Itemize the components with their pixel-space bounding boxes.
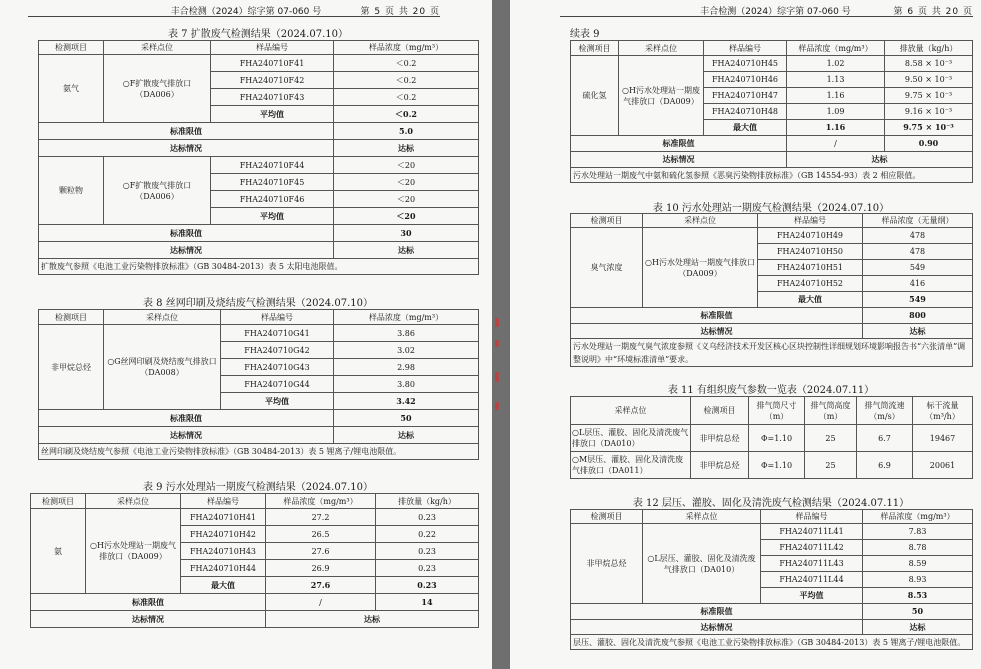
table8-note: 丝网印刷及烧结废气参照《电池工业污染物排放标准》（GB 30484-2013）表 5 锂离子/锂电池限值。 (39, 444, 479, 460)
sample-rate: 9.16 × 10⁻³ (885, 104, 973, 120)
sample-id: FHA240710G44 (221, 376, 334, 393)
sample-value: 1.09 (787, 104, 885, 120)
col-header: 检测项目 (31, 494, 86, 509)
sample-rate: 0.22 (376, 526, 479, 543)
table12-note: 层压、灌胶、固化及清洗废气参照《电池工业污染物排放标准》（GB 30484-2013）表 5 锂离子/锂电池限值。 (571, 635, 973, 650)
status-value: 达标 (787, 152, 973, 168)
sample-id: FHA240710H45 (704, 56, 787, 72)
avg-value: ＜20 (334, 208, 479, 225)
table10-note: 污水处理站一期废气臭气浓度参照《义乌经济技术开发区核心区块控制性详细规划环境影响报告书“六张清单”调整说明》中“环境标准清单”要求。 (571, 339, 973, 367)
table7-caption: 表 7 扩散废气检测结果（2024.07.10） (168, 29, 348, 40)
point-cell: ○L层压、灌胶、固化及清洗废气排放口（DA010） (643, 524, 761, 604)
stack-height: 25 (805, 425, 857, 452)
point-cell: ○H污水处理站一期废气排放口（DA009） (643, 228, 758, 308)
sample-value: 3.02 (334, 342, 479, 359)
status-label: 达标情况 (39, 242, 334, 259)
report-page-6 (510, 0, 981, 669)
sample-value: ＜20 (334, 174, 479, 191)
status-label: 达标情况 (571, 620, 863, 635)
sample-id: FHA240710G43 (221, 359, 334, 376)
col-header: 采样点位 (619, 41, 704, 56)
max-label: 最大值 (181, 577, 266, 594)
sample-id: FHA240711L43 (761, 556, 863, 572)
table12 (570, 509, 973, 650)
item-cell: 颗粒物 (39, 157, 104, 225)
ink-mark (495, 372, 499, 382)
stack-size: Φ=1.10 (749, 452, 805, 479)
sample-id: FHA240710H44 (181, 560, 266, 577)
status-label: 达标情况 (571, 152, 787, 168)
item-cell: 非甲烷总烃 (691, 425, 749, 452)
sample-value: 27.2 (266, 509, 376, 526)
col-header: 采样点位 (643, 214, 758, 228)
ink-mark (495, 402, 499, 410)
avg-value: 3.42 (334, 393, 479, 410)
table11 (570, 396, 973, 479)
col-header: 样品编号 (704, 41, 787, 56)
max-conc: 1.16 (787, 120, 885, 136)
limit-value: 30 (334, 225, 479, 242)
table9b-note: 污水处理站一期废气中氨和硫化氢参照《恶臭污染物排放标准》（GB 14554-93）表 2 相应限值。 (571, 168, 973, 183)
col-header: 排气筒高度（m） (805, 397, 857, 425)
sample-value: 1.16 (787, 88, 885, 104)
doc-number: 丰合检测（2024）综字第 07-060 号 (170, 7, 322, 17)
max-rate: 0.23 (376, 577, 479, 594)
col-header: 排气筒尺寸（m） (749, 397, 805, 425)
sample-value: ＜0.2 (334, 55, 479, 72)
status-label: 达标情况 (39, 427, 334, 444)
sample-value: 26.5 (266, 526, 376, 543)
col-header: 采样点位 (86, 494, 181, 509)
table9b (570, 40, 973, 183)
col-header: 检测项目 (571, 214, 643, 228)
col-header: 样品浓度（无量纲） (863, 214, 973, 228)
doc-number: 丰合检测（2024）综字第 07-060 号 (700, 7, 851, 17)
table7-note: 扩散废气参照《电池工业污染物排放标准》（GB 30484-2013）表 5 太阳电池限值。 (39, 259, 479, 275)
col-header: 检测项目 (39, 310, 104, 325)
limit-label: 标准限值 (31, 594, 266, 611)
item-cell: 氨 (31, 509, 86, 594)
col-header: 排放量（kg/h） (885, 41, 973, 56)
status-label: 达标情况 (571, 324, 863, 339)
sample-value: ＜20 (334, 157, 479, 174)
point-cell: ○G丝网印刷及烧结废气排放口（DA008） (104, 325, 221, 410)
sample-value: 1.02 (787, 56, 885, 72)
sample-id: FHA240710H49 (758, 228, 863, 244)
status-value: 达标 (334, 242, 479, 259)
sample-id: FHA240710F42 (211, 72, 334, 89)
ink-mark (495, 318, 499, 327)
sample-value: 7.83 (863, 524, 973, 540)
col-header: 标干流量（m³/h） (913, 397, 973, 425)
limit-label: 标准限值 (39, 123, 334, 140)
col-header: 排气筒流速（m/s） (857, 397, 913, 425)
col-header: 检测项目 (571, 510, 643, 524)
status-value: 达标 (334, 140, 479, 157)
item-cell: 硫化氢 (571, 56, 619, 136)
sample-id: FHA240710H47 (704, 88, 787, 104)
status-value: 达标 (863, 324, 973, 339)
point-cell: ○F扩散废气排放口（DA006） (104, 157, 211, 225)
sample-id: FHA240710H52 (758, 276, 863, 292)
col-header: 样品浓度（mg/m³） (334, 41, 479, 55)
col-header: 样品浓度（mg/m³） (334, 310, 479, 325)
sample-value: 478 (863, 244, 973, 260)
limit-value: 50 (863, 604, 973, 620)
table7 (38, 40, 479, 275)
item-cell: 非甲烷总烃 (39, 325, 104, 410)
ink-mark (495, 340, 499, 347)
col-header: 检测项目 (691, 397, 749, 425)
sample-value: 1.13 (787, 72, 885, 88)
table9 (30, 493, 479, 628)
sample-id: FHA240710F46 (211, 191, 334, 208)
point-cell: ○M层压、灌胶、固化及清洗废气排放口（DA011） (571, 452, 691, 479)
col-header: 检测项目 (39, 41, 104, 55)
limit-label: 标准限值 (39, 225, 334, 242)
table8 (38, 309, 479, 460)
stack-size: Φ=1.10 (749, 425, 805, 452)
sample-id: FHA240710F41 (211, 55, 334, 72)
page-header (510, 4, 981, 16)
col-header: 样品编号 (221, 310, 334, 325)
sample-value: 8.78 (863, 540, 973, 556)
col-header: 采样点位 (104, 41, 211, 55)
limit-label: 标准限值 (571, 136, 787, 152)
col-header: 样品浓度（mg/m³） (266, 494, 376, 509)
point-cell: ○H污水处理站一期废气排放口（DA009） (86, 509, 181, 594)
col-header: 样品浓度（mg/m³） (863, 510, 973, 524)
item-cell: 氨气 (39, 55, 104, 123)
flow-rate: 20061 (913, 452, 973, 479)
avg-label: 平均值 (211, 106, 334, 123)
header-rule (560, 16, 973, 17)
col-header: 采样点位 (104, 310, 221, 325)
sample-id: FHA240710H42 (181, 526, 266, 543)
sample-rate: 0.23 (376, 509, 479, 526)
item-cell: 非甲烷总烃 (571, 524, 643, 604)
col-header: 样品编号 (181, 494, 266, 509)
avg-value: 8.53 (863, 588, 973, 604)
sample-value: 478 (863, 228, 973, 244)
limit-label: 标准限值 (571, 308, 863, 324)
sample-value: ＜0.2 (334, 72, 479, 89)
avg-label: 平均值 (761, 588, 863, 604)
status-label: 达标情况 (31, 611, 266, 628)
avg-label: 平均值 (221, 393, 334, 410)
sample-value: 549 (863, 260, 973, 276)
sample-value: ＜0.2 (334, 89, 479, 106)
table12-caption: 表 12 层压、灌胶、固化及清洗废气检测结果（2024.07.11） (632, 498, 910, 509)
sample-value: 3.86 (334, 325, 479, 342)
sample-id: FHA240711L41 (761, 524, 863, 540)
sample-value: 416 (863, 276, 973, 292)
page-number: 第 5 页 共 20 页 (360, 7, 440, 17)
limit-label: 标准限值 (39, 410, 334, 427)
status-label: 达标情况 (39, 140, 334, 157)
table9b-caption: 续表 9 (570, 29, 600, 40)
sample-rate: 0.23 (376, 543, 479, 560)
limit-value: 800 (863, 308, 973, 324)
max-label: 最大值 (758, 292, 863, 308)
page-header (0, 4, 492, 16)
page-number: 第 6 页 共 20 页 (893, 7, 973, 17)
limit-value: 5.0 (334, 123, 479, 140)
table9-caption: 表 9 污水处理站一期废气检测结果（2024.07.10） (143, 482, 373, 493)
sample-value: ＜20 (334, 191, 479, 208)
col-header: 采样点位 (643, 510, 761, 524)
status-value: 达标 (266, 611, 479, 628)
col-header: 排放量（kg/h） (376, 494, 479, 509)
sample-id: FHA240711L44 (761, 572, 863, 588)
flow-velocity: 6.7 (857, 425, 913, 452)
point-cell: ○F扩散废气排放口（DA006） (104, 55, 211, 123)
header-rule (28, 16, 440, 17)
limit-label: 标准限值 (571, 604, 863, 620)
sample-id: FHA240710H48 (704, 104, 787, 120)
limit-conc: / (266, 594, 376, 611)
table8-caption: 表 8 丝网印刷及烧结废气检测结果（2024.07.10） (143, 298, 373, 309)
limit-conc: / (787, 136, 885, 152)
table10 (570, 213, 973, 367)
sample-id: FHA240711L42 (761, 540, 863, 556)
max-label: 最大值 (704, 120, 787, 136)
col-header: 样品浓度（mg/m³） (787, 41, 885, 56)
limit-rate: 0.90 (885, 136, 973, 152)
col-header: 样品编号 (758, 214, 863, 228)
point-cell: ○H污水处理站一期废气排放口（DA009） (619, 56, 704, 136)
sample-rate: 9.50 × 10⁻³ (885, 72, 973, 88)
sample-value: 26.9 (266, 560, 376, 577)
limit-value: 50 (334, 410, 479, 427)
sample-value: 8.59 (863, 556, 973, 572)
flow-rate: 19467 (913, 425, 973, 452)
table11-caption: 表 11 有组织废气参数一览表（2024.07.11） (667, 385, 875, 396)
sample-id: FHA240710F45 (211, 174, 334, 191)
col-header: 样品编号 (761, 510, 863, 524)
col-header: 检测项目 (571, 41, 619, 56)
sample-id: FHA240710F44 (211, 157, 334, 174)
sample-rate: 8.58 × 10⁻³ (885, 56, 973, 72)
col-header: 采样点位 (571, 397, 691, 425)
sample-id: FHA240710H50 (758, 244, 863, 260)
sample-value: 8.93 (863, 572, 973, 588)
point-cell: ○L层压、灌胶、固化及清洗废气排放口（DA010） (571, 425, 691, 452)
stack-height: 25 (805, 452, 857, 479)
sample-id: FHA240710F43 (211, 89, 334, 106)
sample-id: FHA240710G41 (221, 325, 334, 342)
avg-value: ＜0.2 (334, 106, 479, 123)
sample-id: FHA240710H46 (704, 72, 787, 88)
max-conc: 27.6 (266, 577, 376, 594)
max-value: 549 (863, 292, 973, 308)
avg-label: 平均值 (211, 208, 334, 225)
sample-value: 2.98 (334, 359, 479, 376)
sample-rate: 9.75 × 10⁻³ (885, 88, 973, 104)
sample-value: 3.80 (334, 376, 479, 393)
sample-rate: 0.23 (376, 560, 479, 577)
table10-caption: 表 10 污水处理站一期废气检测结果（2024.07.10） (652, 203, 890, 214)
sample-id: FHA240710G42 (221, 342, 334, 359)
sample-id: FHA240710H43 (181, 543, 266, 560)
status-value: 达标 (863, 620, 973, 635)
sample-id: FHA240710H51 (758, 260, 863, 276)
item-cell: 臭气浓度 (571, 228, 643, 308)
max-rate: 9.75 × 10⁻³ (885, 120, 973, 136)
flow-velocity: 6.9 (857, 452, 913, 479)
sample-id: FHA240710H41 (181, 509, 266, 526)
item-cell: 非甲烷总烃 (691, 452, 749, 479)
limit-rate: 14 (376, 594, 479, 611)
status-value: 达标 (334, 427, 479, 444)
sample-value: 27.6 (266, 543, 376, 560)
col-header: 样品编号 (211, 41, 334, 55)
